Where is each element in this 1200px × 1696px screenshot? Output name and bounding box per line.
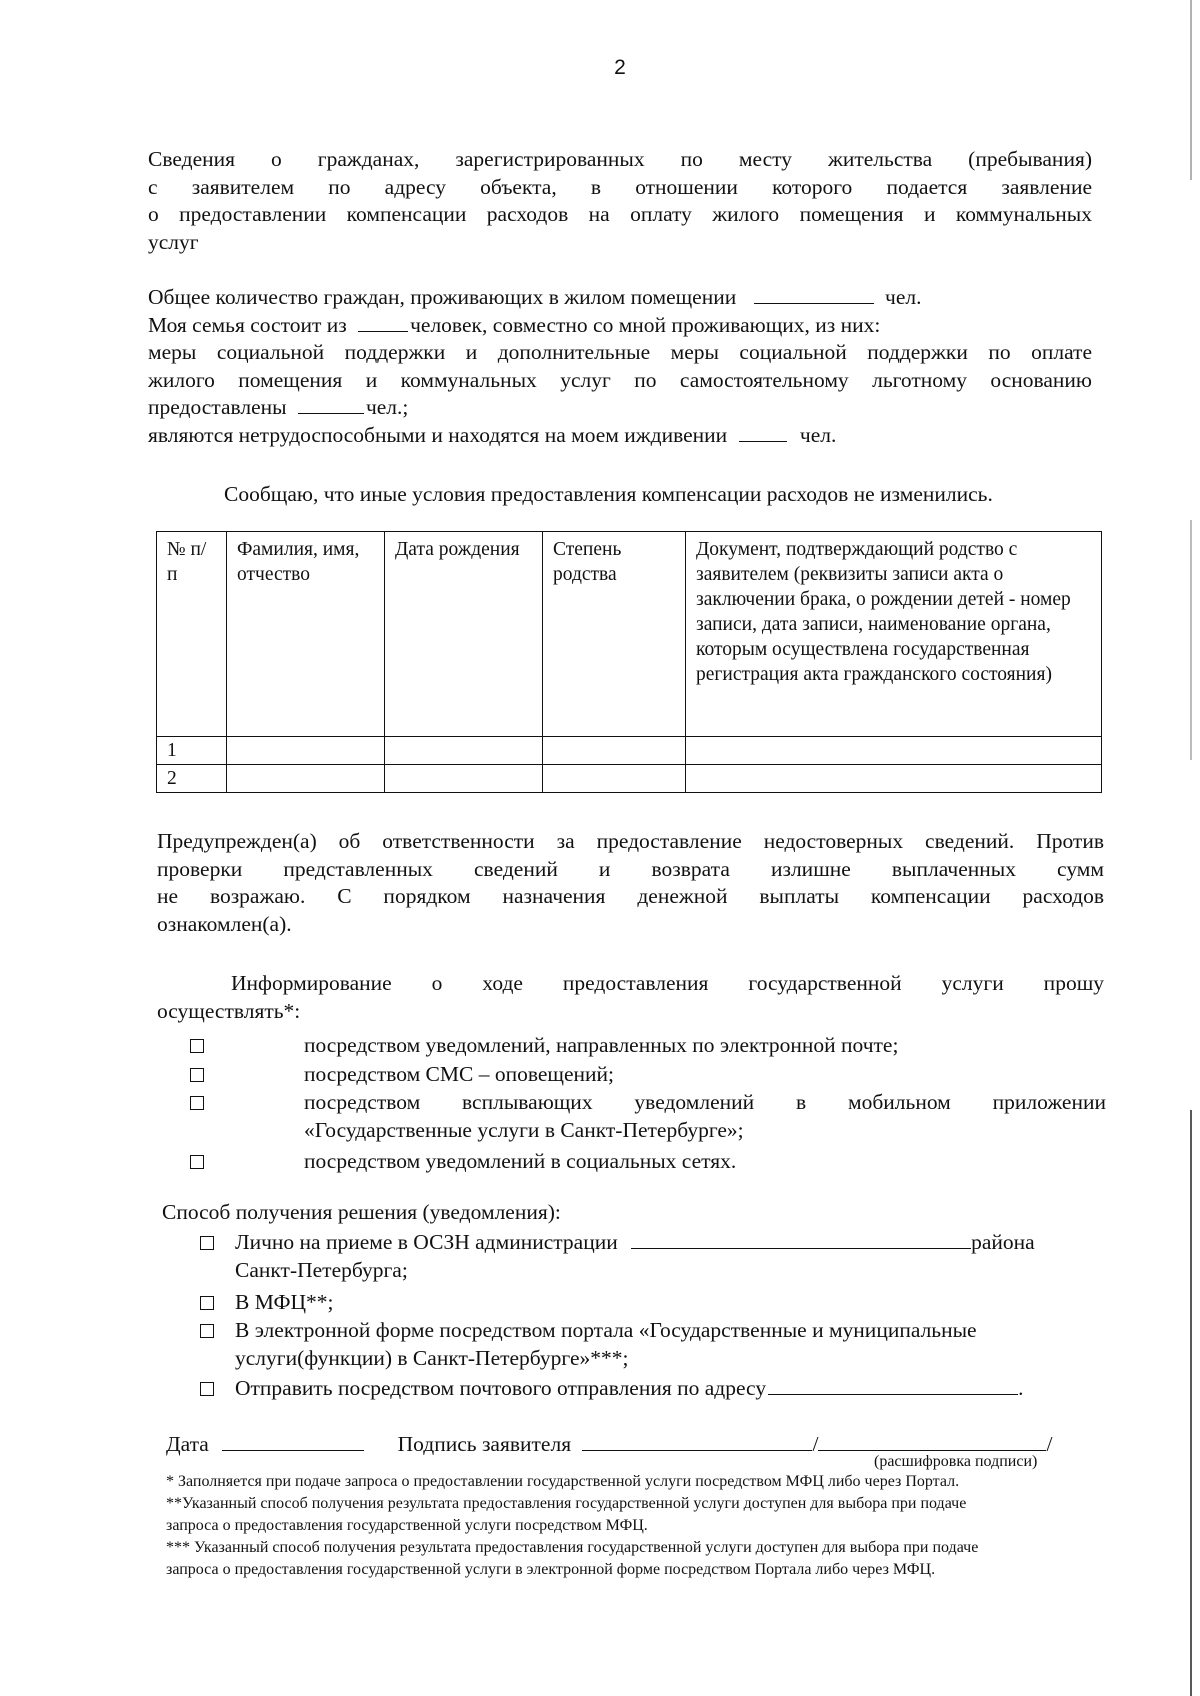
warning-line: не возражаю. С порядком назначения денежной выплаты компенсации расходов <box>157 884 1104 908</box>
total-count-field[interactable] <box>754 285 874 304</box>
footnote: запроса о предоставления государственной услуги посредством МФЦ. <box>166 1517 648 1534</box>
header-birth-date: Дата рождения <box>385 532 543 737</box>
signature-decode-caption: (расшифровка подписи) <box>874 1453 1038 1470</box>
header-full-name: Фамилия, имя, отчество <box>227 532 385 737</box>
family-count-line <box>148 312 1092 340</box>
warning-line: проверки представленных сведений и возврата излишне выплаченных сумм <box>157 856 1104 881</box>
total-count-line <box>148 284 1092 312</box>
counts-section <box>148 284 1092 449</box>
checkbox[interactable] <box>200 1382 214 1396</box>
warning-line: Предупрежден(а) об ответственности за предоставление недостоверных сведений. Против <box>157 829 1104 853</box>
warning-line: ознакомлен(а). <box>157 911 292 936</box>
scan-edge <box>1190 520 1192 760</box>
footnote: запроса о предоставления государственной услуги в электронной форме посредством Портала либо через МФЦ. <box>166 1561 936 1578</box>
receipt-in-person-label: Лично на приеме в ОСЗН администрации <box>235 1230 618 1254</box>
footnotes <box>166 1471 1098 1581</box>
cell-relation[interactable] <box>543 765 686 793</box>
footnote: *** Указанный способ получения результата предоставления государственной услуги доступен для выбора при подаче <box>166 1539 979 1556</box>
header-number: № п/п <box>157 532 227 737</box>
cell-full-name[interactable] <box>227 737 385 765</box>
receipt-in-person-line2: Санкт-Петербурга; <box>235 1258 408 1282</box>
table-row <box>157 737 1102 765</box>
dependents-count-unit: чел. <box>799 422 837 447</box>
cell-document[interactable] <box>686 765 1102 793</box>
inform-option-mobile-app[interactable]: посредством всплывающих уведомлений в мобильном приложении «Государственные услуги в Санкт-Петербурге»; <box>190 1088 1106 1144</box>
conditions-text: Сообщаю, что иные условия предоставления компенсации расходов не изменились. <box>224 482 993 506</box>
dependents-count-line <box>148 422 1092 450</box>
measures-count-label: предоставлены <box>148 395 287 419</box>
informing-section <box>157 970 1104 1025</box>
footnote: * Заполняется при подаче запроса о предоставлении государственной услуги посредством МФЦ либо через Портал. <box>166 1473 960 1490</box>
intro-line: услуг <box>148 229 199 254</box>
family-count-label: Моя семья состоит из <box>148 312 347 337</box>
checkbox[interactable] <box>190 1096 204 1110</box>
relatives-table <box>156 531 1102 793</box>
checkbox[interactable] <box>190 1039 204 1053</box>
row-number: 1 <box>157 737 227 765</box>
dependents-count-field[interactable] <box>739 423 787 442</box>
dependents-count-label: являются нетрудоспособными и находятся на моем иждивении <box>148 422 728 447</box>
measures-count-unit: чел.; <box>365 395 409 419</box>
informing-line: Информирование о ходе предоставления государственной услуги прошу <box>231 971 1104 995</box>
row-number: 2 <box>157 765 227 793</box>
cell-full-name[interactable] <box>227 765 385 793</box>
intro-line: с заявителем по адресу объекта, в отношении которого подается заявление <box>148 174 1092 199</box>
postal-address-field[interactable] <box>768 1376 1018 1395</box>
signature-decode-field[interactable] <box>818 1432 1046 1451</box>
checkbox[interactable] <box>200 1296 214 1310</box>
family-count-suffix: человек, совместно со мной проживающих, из них: <box>410 312 881 337</box>
checkbox[interactable] <box>190 1068 204 1082</box>
table-row <box>157 765 1102 793</box>
document-page: 2 Сведения о гражданах, зарегистрированных по месту жительства (пребывания) с заявителем по адресу объекта, в отношении которого подается заявление о предоставлении компенсации расходов на оплату жилого помещения и коммунальных услуг Общее количество граждан, проживающих в жилом помещении чел. Моя семья состоит из человек, совместно со мной проживающих, из них: меры социальной поддержки и дополнительные меры социальной поддержки по оплате жилого помещения и коммунальных услуг по самостоятельному льготному основанию предоставлены чел.; являются нетрудоспособными и находятся на моем иждивении чел. Сообщаю, что иные условия предоставления компенсации расходов не изменились. № п/п Фамилия, имя, отчество Дата рождения Степень родства Документ, подтверждающий родство с заявителем (реквизиты записи акта о заключении брака, о рождении детей - номер записи, дата записи, наименование органа, которым осуществлена государственная регистрация акта гражданского состояния) 1 2 Предупрежден(а) об ответственности за предоставление недостоверных сведений. Против проверки представленных сведений и возврата излишне выплаченных сумм не возражаю. С порядком назначения денежной выплаты компенсации расходов ознакомлен(а). Информирование о ходе предоставления государственной услуги прошу осуществлять*: посредством уведомлений, направленных по электронной почте; посредством СМС – оповещений; посредством всплывающих уведомлений в мобильном приложении «Государственные услуги в Санкт-Петербурге»; посредством уведомлений в социальных сетях. Способ получения решения (уведомления): Лично на приеме в ОСЗН администрации района Санкт-Петербурга; В МФЦ**; В электронной форме посредством портала «Государственные и муниципальные услуги(функции) в Санкт-Петербурге»***; Отправить посредством почтового отправления по адресу . Дата Подпись заявителя / / (расшифровка подписи) * Заполняется при подаче запроса о предоставлении государственной услуги посредством МФЦ либо через Портал. **Указанный способ получения результата предоставления государственной услуги доступен для выбора при подаче запроса о предоставления государственной услуги посредством МФЦ. *** Указанный способ получения результата предоставления государственной услуги доступен для выбора при подаче запроса о предоставления государственной услуги в электронной форме посредством Портала либо через МФЦ. <box>0 0 1200 1696</box>
footnote: **Указанный способ получения результата предоставления государственной услуги доступен для выбора при подаче <box>166 1495 967 1512</box>
intro-line: Сведения о гражданах, зарегистрированных по месту жительства (пребывания) <box>148 147 1092 171</box>
cell-birth-date[interactable] <box>385 765 543 793</box>
signature-label: Подпись заявителя <box>397 1432 572 1456</box>
cell-relation[interactable] <box>543 737 686 765</box>
receipt-title: Способ получения решения (уведомления): <box>162 1200 561 1224</box>
header-relation: Степень родства <box>543 532 686 737</box>
signature-field[interactable] <box>582 1432 812 1451</box>
receipt-option-in-person[interactable] <box>200 1228 1100 1284</box>
receipt-option-portal[interactable]: В электронной форме посредством портала «Государственные и муниципальные услуги(функции) в Санкт-Петербурге»***; <box>200 1316 1100 1372</box>
informing-line: осуществлять*: <box>157 998 301 1023</box>
family-count-field[interactable] <box>358 313 408 332</box>
page-number: 2 <box>614 56 626 79</box>
intro-line: о предоставлении компенсации расходов на оплату жилого помещения и коммунальных <box>148 202 1092 226</box>
intro-paragraph <box>148 146 1092 256</box>
signature-line: Дата Подпись заявителя / / <box>166 1432 1053 1456</box>
measures-count-line <box>148 394 1092 422</box>
scan-edge <box>1190 1110 1192 1696</box>
measures-count-field[interactable] <box>298 395 364 414</box>
district-field[interactable] <box>631 1230 971 1249</box>
measures-line: жилого помещения и коммунальных услуг по самостоятельному льготному основанию <box>148 367 1092 392</box>
receipt-district-suffix: района <box>971 1230 1035 1254</box>
date-label: Дата <box>166 1432 209 1456</box>
total-count-label: Общее количество граждан, проживающих в жилом помещении <box>148 285 737 309</box>
receipt-post-label: Отправить посредством почтового отправления по адресу <box>235 1376 767 1400</box>
checkbox[interactable] <box>200 1324 214 1338</box>
cell-document[interactable] <box>686 737 1102 765</box>
scan-edge <box>1190 0 1192 180</box>
total-count-unit: чел. <box>885 285 922 309</box>
header-document: Документ, подтверждающий родство с заявителем (реквизиты записи акта о заключении брака, о рождении детей - номер записи, дата записи, наименование органа, которым осуществлена государственная регистрация акта гражданского состояния) <box>686 532 1102 737</box>
measures-line: меры социальной поддержки и дополнительные меры социальной поддержки по оплате <box>148 340 1092 364</box>
cell-birth-date[interactable] <box>385 737 543 765</box>
date-field[interactable] <box>222 1432 364 1451</box>
checkbox[interactable] <box>190 1155 204 1169</box>
checkbox[interactable] <box>200 1236 214 1250</box>
table-header-row <box>157 532 1102 737</box>
warning-paragraph <box>157 828 1104 938</box>
